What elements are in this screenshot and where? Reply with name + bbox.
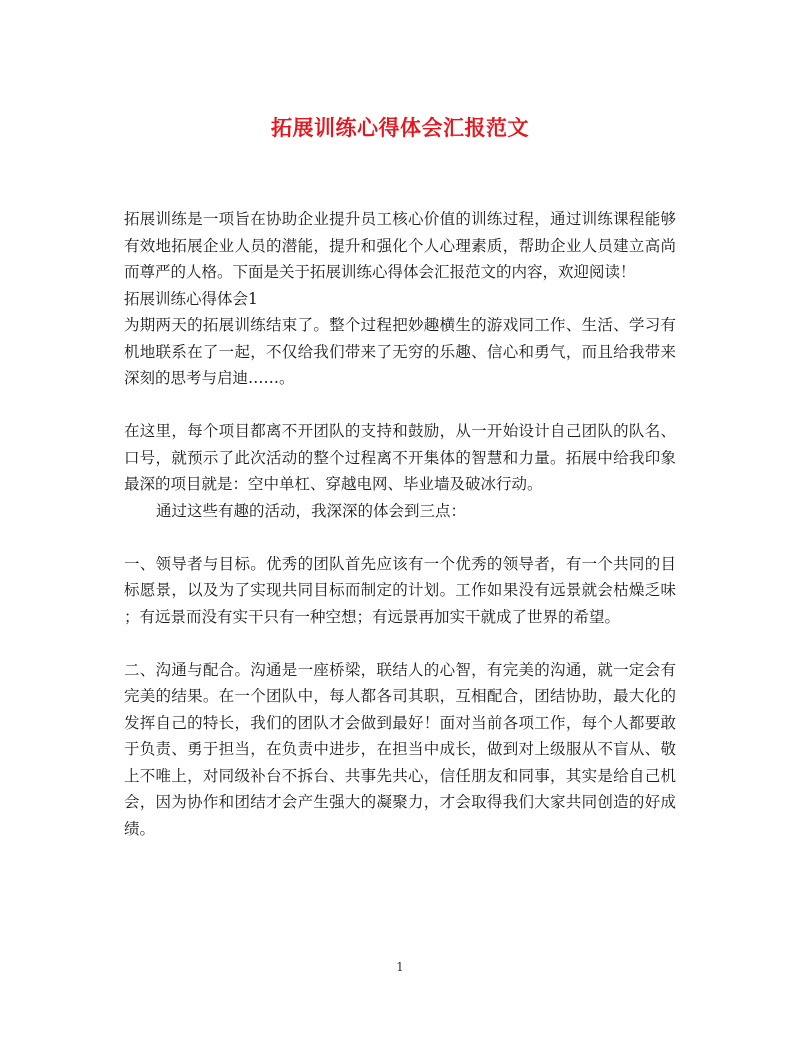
point-2-paragraph [124, 657, 676, 843]
text-line: ；有远景而没有实干只有一种空想；有远景再加实干就成了世界的希望。 [124, 607, 621, 626]
text-line: 在这里，每个项目都离不开团队的支持和鼓励，从一开始设计自己团队的队名、 [124, 422, 676, 440]
text-line: 为期两天的拓展训练结束了。整个过程把妙趣横生的游戏同工作、生活、学习有 [124, 316, 676, 334]
text-line: 绩。 [124, 819, 156, 838]
text-line: 于负责、勇于担当，在负责中进步，在担当中成长，做到对上级服从不盲从、敬 [124, 740, 676, 758]
paragraph-1 [124, 312, 676, 392]
document-title: 拓展训练心得体会汇报范文 [271, 115, 529, 140]
text-line: 完美的结果。在一个团队中，每人都各司其职，互相配合，团结协助，最大化的 [124, 687, 676, 705]
text-line: 机地联系在了一起，不仅给我们带来了无穷的乐趣、信心和勇气，而且给我带来 [124, 342, 676, 361]
paragraph-gap [124, 524, 676, 551]
text-line: 深刻的思考与启迪……。 [124, 369, 295, 387]
intro-paragraph [124, 206, 676, 286]
section-heading: 拓展训练心得体会1 [124, 289, 258, 308]
text-line: 二、沟通与配合。沟通是一座桥梁，联结人的心智，有完美的沟通，就一定会有 [124, 660, 676, 679]
paragraph-3: 通过这些有趣的活动，我深深的体会到三点： [156, 501, 467, 520]
paragraph-2 [124, 418, 676, 498]
text-line: 发挥自己的特长，我们的团队才会做到最好！面对当前各项工作，每个人都要敢 [124, 713, 676, 732]
point-1-paragraph [124, 551, 676, 631]
page-number: 1 [396, 960, 404, 974]
text-line: 标愿景，以及为了实现共同目标而制定的计划。工作如果没有远景就会枯燥乏味 [124, 581, 676, 599]
text-line: 拓展训练是一项旨在协助企业提升员工核心价值的训练过程，通过训练课程能够 [124, 210, 676, 228]
document-body [124, 206, 676, 842]
paragraph-gap [124, 392, 676, 419]
text-line: 上不唯上，对同级补台不拆台、共事先共心，信任朋友和同事，其实是给自己机 [124, 766, 676, 785]
text-line: 口号，就预示了此次活动的整个过程离不开集体的智慧和力量。拓展中给我印象 [124, 448, 676, 467]
text-line: 最深的项目就是：空中单杠、穿越电网、毕业墙及破冰行动。 [124, 475, 543, 493]
text-line: 而尊严的人格。下面是关于拓展训练心得体会汇报范文的内容，欢迎阅读！ [124, 263, 636, 281]
text-line: 会，因为协作和团结才会产生强大的凝聚力，才会取得我们大家共同创造的好成 [124, 793, 676, 811]
text-line: 有效地拓展企业人员的潜能，提升和强化个人心理素质，帮助企业人员建立高尚 [124, 236, 676, 255]
paragraph-gap [124, 630, 676, 657]
text-line: 一、领导者与目标。优秀的团队首先应该有一个优秀的领导者，有一个共同的目 [124, 554, 676, 573]
